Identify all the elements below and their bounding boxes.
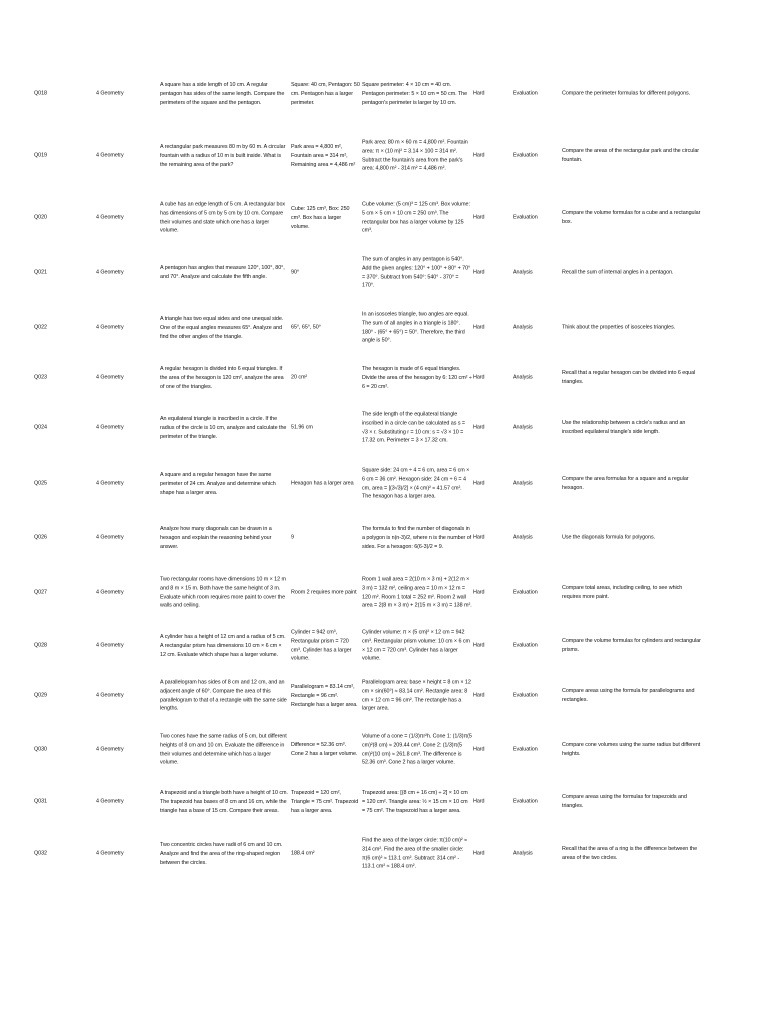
row-question: A cylinder has a height of 12 cm and a radius of 5 cm. A rectangular prism has dimensions 10 cm × 6 cm × 12 cm. Evaluate which shape has a larger volume. [160, 633, 286, 658]
row-hint: Compare areas using the formula for parallelograms and rectangles. [562, 688, 695, 703]
row-id: Q027 [34, 589, 47, 596]
row-grade: 4 Geometry [96, 798, 124, 805]
row-solution: Parallelogram area: base × height = 8 cm × 12 cm × sin(60°) ≈ 83.14 cm². Rectangle area: 8 cm × 12 cm = 96 cm². The rectangle has a larger area. [362, 679, 471, 712]
row-difficulty: Hard [473, 90, 485, 97]
row-answer: 20 cm² [291, 374, 308, 381]
row-solution: Find the area of the larger circle: π(10 cm)² ≈ 314 cm². Find the area of the smaller circle: π(6 cm)² ≈ 113.1 cm². Subtract: 314 cm² - 113.1 cm² ≈ 188.4 cm². [362, 837, 467, 870]
row-hint: Compare the volume formulas for cylinders and rectangular prisms. [562, 638, 701, 653]
row-bloom-level: Analysis [513, 374, 533, 381]
row-bloom-level: Evaluation [513, 642, 538, 649]
row-hint: Use the relationship between a circle's radius and an inscribed equilateral triangle's side length. [562, 420, 686, 435]
row-bloom-level: Evaluation [513, 746, 538, 753]
row-bloom-level: Evaluation [513, 214, 538, 221]
row-question: A square and a regular hexagon have the same perimeter of 24 cm. Analyze and determine which shape has a larger area. [160, 471, 276, 496]
row-solution: In an isosceles triangle, two angles are equal. The sum of all angles in a triangle is 180°. 180° - (65° + 65°) = 50°. Therefore, the third angle is 50°. [362, 311, 469, 344]
table-row [0, 400, 768, 456]
row-id: Q018 [34, 90, 47, 97]
row-grade: 4 Geometry [96, 534, 124, 541]
table-row [0, 722, 768, 778]
row-question: Two rectangular rooms have dimensions 10 m × 12 m and 8 m × 15 m. Both have the same height of 3 m. Evaluate which room requires more paint to cover the walls and ceiling. [160, 576, 286, 609]
row-answer: 65°, 65°, 50° [291, 324, 321, 331]
row-answer: Parallelogram = 83.14 cm², Rectangle = 96 cm². Rectangle has a larger area. [291, 683, 358, 708]
row-answer: Hexagon has a larger area [291, 480, 354, 487]
row-grade: 4 Geometry [96, 480, 124, 487]
row-hint: Compare total areas, including ceiling, to see which requires more paint. [562, 585, 683, 600]
row-solution: Square perimeter: 4 × 10 cm = 40 cm. Pentagon perimeter: 5 × 10 cm = 50 cm. The pentagon's perimeter is larger by 10 cm. [362, 81, 468, 106]
table-row [0, 456, 768, 512]
row-difficulty: Hard [473, 152, 485, 159]
row-solution: Cylinder volume: π × (5 cm)² × 12 cm = 942 cm³. Rectangular prism volume: 10 cm × 6 cm × 12 cm = 720 cm³. Cylinder has a larger volume. [362, 629, 470, 662]
row-bloom-level: Evaluation [513, 152, 538, 159]
table-row [0, 300, 768, 356]
row-bloom-level: Analysis [513, 480, 533, 487]
row-solution: The side length of the equilateral triangle inscribed in a circle can be calculated as s = √3 × r. Substituting r = 10 cm: s = √3 × 10 = 17.32 cm. Perimeter = 3 × 17.32 cm. [362, 411, 466, 444]
row-solution: Square side: 24 cm ÷ 4 = 6 cm, area = 6 cm × 6 cm = 36 cm². Hexagon side: 24 cm ÷ 6 = 4 cm, area = [(3√3)/2] × (4 cm)² ≈ 41.57 cm². The hexagon has a larger area. [362, 467, 470, 500]
row-answer: Room 2 requires more paint [291, 589, 357, 596]
row-answer: Park area = 4,800 m², Fountain area = 314 m², Remaining area = 4,486 m² [291, 143, 356, 168]
row-answer: 9 [291, 534, 294, 541]
row-grade: 4 Geometry [96, 642, 124, 649]
row-grade: 4 Geometry [96, 589, 124, 596]
row-grade: 4 Geometry [96, 269, 124, 276]
row-id: Q020 [34, 214, 47, 221]
row-bloom-level: Analysis [513, 269, 533, 276]
row-id: Q022 [34, 324, 47, 331]
table-row [0, 670, 768, 722]
row-id: Q028 [34, 642, 47, 649]
table-row [0, 190, 768, 246]
table-row [0, 778, 768, 826]
row-grade: 4 Geometry [96, 324, 124, 331]
row-grade: 4 Geometry [96, 214, 124, 221]
row-question: A triangle has two equal sides and one unequal side. One of the equal angles measures 65°. Analyze and find the other angles of the triangle. [160, 315, 284, 340]
row-grade: 4 Geometry [96, 152, 124, 159]
row-question: A pentagon has angles that measure 120°, 100°, 80°, and 70°. Analyze and calculate the fifth angle. [160, 265, 285, 280]
row-solution: Volume of a cone = (1/3)πr²h. Cone 1: (1/3)π(5 cm)²(8 cm) ≈ 209.44 cm³. Cone 2: (1/3)π(5 cm)²(10 cm) ≈ 261.8 cm³. The difference is 52.36 cm³. Cone 2 has a larger volume. [362, 733, 472, 766]
row-answer: Cylinder = 942 cm³, Rectangular prism = 720 cm³. Cylinder has a larger volume. [291, 629, 352, 662]
row-difficulty: Hard [473, 798, 485, 805]
row-difficulty: Hard [473, 374, 485, 381]
row-grade: 4 Geometry [96, 746, 124, 753]
row-difficulty: Hard [473, 534, 485, 541]
row-solution: The sum of angles in any pentagon is 540°. Add the given angles: 120° + 100° + 80° + 70° = 370°. Subtract from 540°: 540° - 370° = 170°. [362, 256, 471, 289]
table-row [0, 356, 768, 400]
row-hint: Compare the perimeter formulas for different polygons. [562, 90, 691, 97]
table-row [0, 826, 768, 882]
row-question: A rectangular park measures 80 m by 60 m. A circular fountain with a radius of 10 m is built inside. What is the remaining area of the park? [160, 143, 286, 168]
row-question: Two cones have the same radius of 5 cm, but different heights of 8 cm and 10 cm. Evaluate the difference in their volumes and determine which has a larger volume. [160, 733, 287, 766]
row-id: Q024 [34, 424, 47, 431]
row-answer: 51.96 cm [291, 424, 313, 431]
row-solution: Trapezoid area: [(8 cm + 16 cm) ÷ 2] × 10 cm = 120 cm². Triangle area: ½ × 15 cm × 10 cm = 75 cm². The trapezoid has a larger area. [362, 789, 468, 814]
question-table [0, 66, 768, 882]
row-bloom-level: Evaluation [513, 589, 538, 596]
row-solution: Cube volume: (5 cm)³ = 125 cm³. Box volume: 5 cm × 5 cm × 10 cm = 250 cm³. The rectangular box has a larger volume by 125 cm³. [362, 201, 470, 234]
row-id: Q021 [34, 269, 47, 276]
table-row [0, 66, 768, 122]
row-difficulty: Hard [473, 324, 485, 331]
row-hint: Think about the properties of isosceles triangles. [562, 324, 676, 331]
row-difficulty: Hard [473, 480, 485, 487]
row-bloom-level: Analysis [513, 850, 533, 857]
row-difficulty: Hard [473, 424, 485, 431]
row-question: A parallelogram has sides of 8 cm and 12 cm, and an adjacent angle of 60°. Compare the area of this parallelogram to that of a rectangle with the same side lengths. [160, 679, 287, 712]
row-difficulty: Hard [473, 692, 485, 699]
row-bloom-level: Analysis [513, 534, 533, 541]
row-question: Analyze how many diagonals can be drawn in a hexagon and explain the reasoning behind your answer. [160, 525, 272, 550]
row-id: Q030 [34, 746, 47, 753]
row-answer: 90° [291, 269, 300, 276]
row-grade: 4 Geometry [96, 424, 124, 431]
row-solution: The formula to find the number of diagonals in a polygon is n(n-3)/2, where n is the number of sides. For a hexagon: 6(6-3)/2 = 9. [362, 525, 472, 550]
row-answer: Cube: 125 cm³, Box: 250 cm³. Box has a larger volume. [291, 205, 350, 230]
row-difficulty: Hard [473, 214, 485, 221]
row-id: Q026 [34, 534, 47, 541]
row-bloom-level: Analysis [513, 324, 533, 331]
row-question: A trapezoid and a triangle both have a height of 10 cm. The trapezoid has bases of 8 cm and 16 cm, while the triangle has a base of 15 cm. Compare their areas. [160, 789, 288, 814]
row-grade: 4 Geometry [96, 850, 124, 857]
table-row [0, 512, 768, 564]
row-difficulty: Hard [473, 642, 485, 649]
row-difficulty: Hard [473, 850, 485, 857]
row-answer: Trapezoid = 120 cm², Triangle = 75 cm². Trapezoid has a larger area. [291, 789, 359, 814]
row-question: A square has a side length of 10 cm. A regular pentagon has sides of the same length. Compare the perimeters of the square and the pentagon. [160, 81, 285, 106]
row-answer: 188.4 cm² [291, 850, 315, 857]
row-id: Q019 [34, 152, 47, 159]
row-id: Q032 [34, 850, 47, 857]
row-hint: Compare cone volumes using the same radius but different heights. [562, 742, 701, 757]
row-grade: 4 Geometry [96, 374, 124, 381]
row-bloom-level: Evaluation [513, 692, 538, 699]
row-grade: 4 Geometry [96, 692, 124, 699]
table-row [0, 122, 768, 190]
row-bloom-level: Analysis [513, 424, 533, 431]
table-row [0, 622, 768, 670]
row-bloom-level: Evaluation [513, 798, 538, 805]
row-hint: Compare the areas of the rectangular park and the circular fountain. [562, 148, 700, 163]
row-difficulty: Hard [473, 269, 485, 276]
row-question: A regular hexagon is divided into 6 equal triangles. If the area of the hexagon is 120 cm², analyze the area of one of the triangles. [160, 365, 284, 390]
row-question: A cube has an edge length of 5 cm. A rectangular box has dimensions of 5 cm by 5 cm by 10 cm. Compare their volumes and state which one has a larger volume. [160, 201, 286, 234]
row-hint: Use the diagonals formula for polygons. [562, 534, 656, 541]
row-id: Q029 [34, 692, 47, 699]
table-row [0, 246, 768, 300]
row-hint: Recall the sum of internal angles in a pentagon. [562, 269, 674, 276]
row-hint: Compare the volume formulas for a cube and a rectangular box. [562, 210, 701, 225]
row-question: An equilateral triangle is inscribed in a circle. If the radius of the circle is 10 cm, analyze and calculate the perimeter of the triangle. [160, 415, 287, 440]
row-difficulty: Hard [473, 589, 485, 596]
row-solution: Room 1 wall area = 2(10 m × 3 m) + 2(12 m × 3 m) = 132 m², ceiling area = 10 m × 12 m = 120 m². Room 1 total = 252 m². Room 2 wall area = 2(8 m × 3 m) + 2(15 m × 3 m) = 138 m². [362, 576, 472, 609]
row-id: Q025 [34, 480, 47, 487]
row-answer: Difference = 52.36 cm³. Cone 2 has a larger volume. [291, 742, 358, 757]
row-difficulty: Hard [473, 746, 485, 753]
row-id: Q031 [34, 798, 47, 805]
row-id: Q023 [34, 374, 47, 381]
row-question: Two concentric circles have radii of 6 cm and 10 cm. Analyze and find the area of the ring-shaped region between the circles. [160, 841, 283, 866]
row-hint: Recall that a regular hexagon can be divided into 6 equal triangles. [562, 370, 696, 385]
row-solution: Park area: 80 m × 60 m = 4,800 m². Fountain area: π × (10 m)² = 3.14 × 100 = 314 m². Subtract the fountain's area from the park's area: 4,800 m² - 314 m² = 4,486 m². [362, 139, 468, 172]
table-row [0, 564, 768, 622]
row-solution: The hexagon is made of 6 equal triangles. Divide the area of the hexagon by 6: 120 cm² ÷ 6 = 20 cm². [362, 365, 472, 390]
row-answer: Square: 40 cm, Pentagon: 50 cm. Pentagon has a larger perimeter. [291, 81, 360, 106]
row-hint: Compare areas using the formulas for trapezoids and triangles. [562, 794, 687, 809]
row-bloom-level: Evaluation [513, 90, 538, 97]
row-grade: 4 Geometry [96, 90, 124, 97]
row-hint: Recall that the area of a ring is the difference between the areas of the two circles. [562, 846, 698, 861]
row-hint: Compare the area formulas for a square and a regular hexagon. [562, 476, 689, 491]
